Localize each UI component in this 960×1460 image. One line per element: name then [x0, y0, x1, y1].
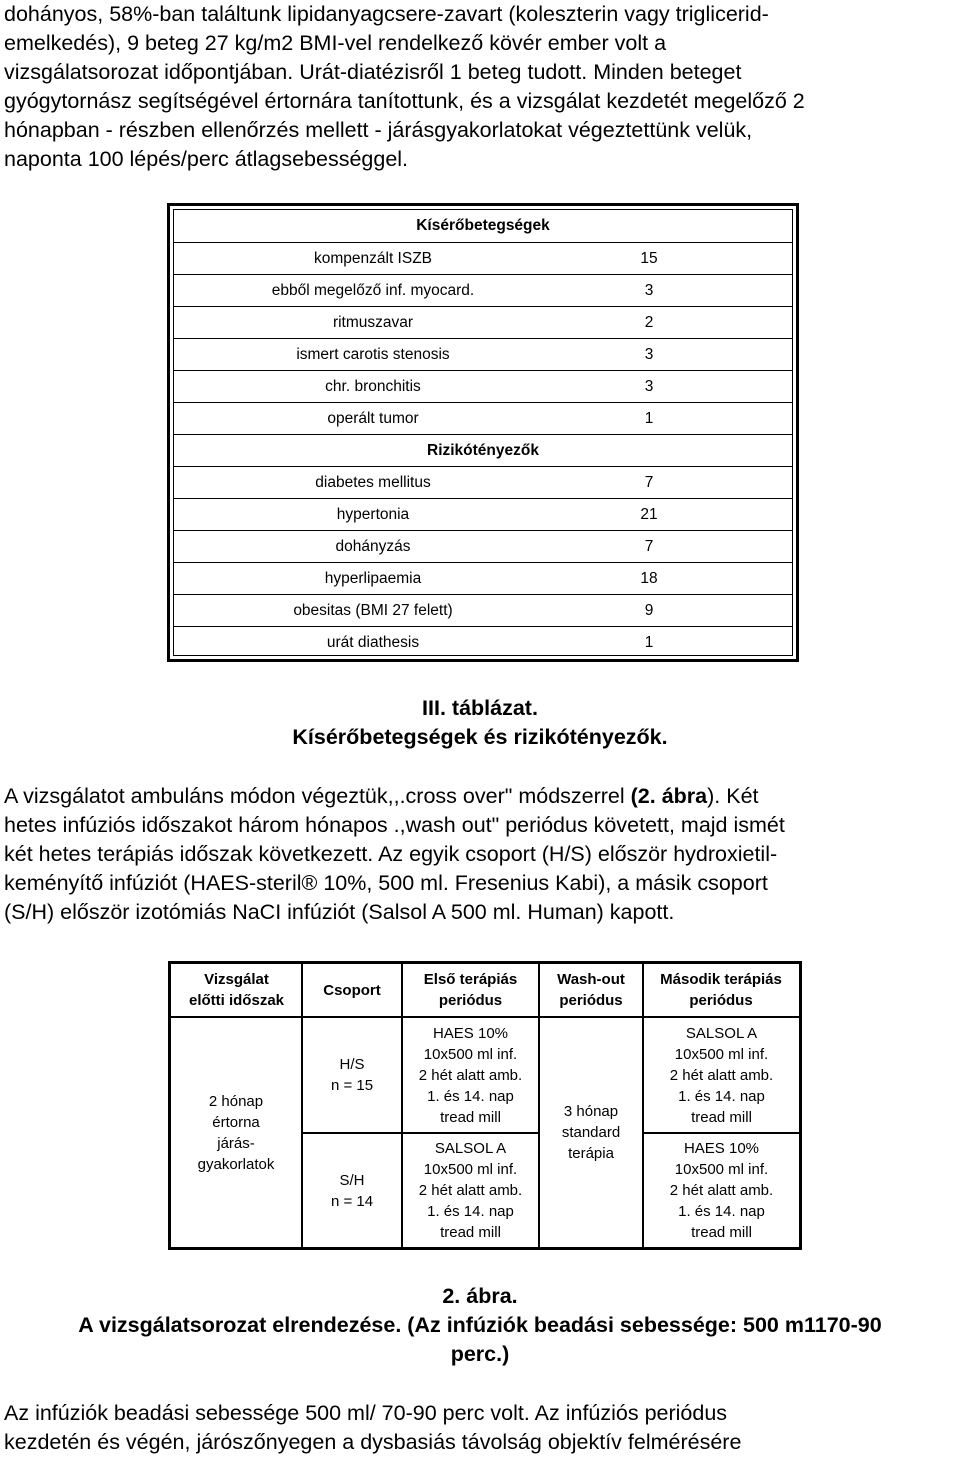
cell-text: 1. és 14. nap — [678, 1203, 765, 1220]
text-line — [4, 782, 956, 811]
header-first-period — [402, 964, 539, 1018]
row-label: operált tumor — [327, 410, 419, 427]
caption-number: III. táblázat. — [422, 696, 538, 720]
header-text: periódus — [438, 992, 503, 1009]
table-row — [174, 338, 792, 371]
row-label: ebből megelőző inf. myocard. — [271, 282, 475, 299]
table-caption — [0, 694, 960, 752]
row-value: 7 — [644, 538, 654, 555]
header-text: periódus — [689, 992, 753, 1009]
cell-text: 2 hét alatt amb. — [669, 1182, 774, 1199]
sh-second-period-cell — [644, 1134, 799, 1247]
table-row — [174, 274, 792, 307]
group-sh-cell — [303, 1134, 401, 1247]
header-text: előtti időszak — [188, 992, 285, 1009]
header-text: Első terápiás — [423, 971, 518, 988]
table-row — [174, 306, 792, 339]
header-text: Második terápiás — [660, 971, 782, 988]
table-row — [174, 626, 792, 659]
cell-text: SALSOL A — [685, 1024, 758, 1042]
row-value: 7 — [644, 474, 654, 491]
study-design-figure — [168, 961, 802, 1250]
header-washout — [539, 964, 643, 1018]
figure-reference: (2. ábra — [630, 784, 708, 808]
table-row — [174, 594, 792, 627]
text-line: (S/H) először izotómiás NaCI infúziót (Salsol A 500 ml. Human) kapott. — [4, 900, 675, 924]
methods-paragraph — [4, 782, 956, 927]
row-value: 9 — [644, 602, 654, 619]
row-value: 3 — [644, 346, 654, 363]
caption-number: 2. ábra. — [442, 1284, 518, 1308]
cell-text: tread mill — [440, 1108, 501, 1126]
header-pre-period — [171, 964, 302, 1018]
table-section-header-row — [174, 210, 792, 242]
table-row — [174, 370, 792, 403]
text-line: két hetes terápiás időszak következett. Az egyik csoport (H/S) először hydroxietil- — [4, 842, 778, 866]
cell-text: gyakorlatok — [197, 1155, 275, 1173]
cell-text: HAES 10% — [683, 1140, 760, 1157]
row-value: 1 — [644, 634, 654, 651]
text-line: vizsgálatsorozat időpontjában. Urát-diatézisről 1 beteg tudott. Minden beteget — [4, 60, 742, 84]
header-text: Wash-out — [557, 971, 625, 988]
cell-text: H/S — [339, 1056, 365, 1073]
row-label: hyperlipaemia — [324, 570, 422, 587]
header-second-period — [643, 964, 799, 1018]
text-line: kezdetén és végén, járószőnyegen a dysbasiás távolság objektív felmérésére — [4, 1430, 742, 1454]
row-label: obesitas (BMI 27 felett) — [293, 602, 453, 619]
table-row — [174, 562, 792, 595]
row-label: hypertonia — [336, 506, 410, 523]
row-label: ismert carotis stenosis — [296, 346, 450, 363]
cell-text: standard — [561, 1124, 621, 1141]
header-text: Vizsgálat — [204, 971, 269, 988]
cell-text: 10x500 ml inf. — [674, 1161, 769, 1178]
table-row — [174, 402, 792, 435]
text-line: hetes infúziós időszakot három hónapos .,wash out" periódus követett, majd ismét — [4, 813, 785, 837]
washout-cell — [540, 1018, 642, 1247]
text-line: naponta 100 lépés/perc átlagsebességgel. — [4, 147, 409, 171]
hs-first-period-cell — [403, 1018, 538, 1132]
row-value: 3 — [644, 378, 654, 395]
cell-text: 1. és 14. nap — [427, 1203, 514, 1220]
cell-text: tread mill — [691, 1224, 752, 1241]
row-value: 15 — [640, 250, 658, 267]
caption-title-cont: perc.) — [450, 1342, 510, 1366]
row-label: dohányzás — [335, 538, 411, 555]
table-row — [174, 466, 792, 499]
row-value: 21 — [640, 506, 658, 523]
row-value: 18 — [640, 570, 658, 587]
cell-text: 2 hét alatt amb. — [418, 1182, 523, 1199]
cell-text: terápia — [568, 1145, 614, 1162]
cell-text: 2 hét alatt amb. — [418, 1066, 523, 1084]
comorbidity-table — [167, 203, 799, 662]
intro-paragraph — [4, 0, 956, 174]
text-line: hónapban - részben ellenőrzés mellett - járásgyakorlatokat végeztettünk velük, — [4, 118, 753, 142]
cell-text: SALSOL A — [434, 1140, 507, 1157]
table-section-header-row — [174, 434, 792, 467]
row-value: 1 — [644, 410, 654, 427]
cell-text: n = 14 — [330, 1192, 374, 1210]
cell-text: járás- — [217, 1134, 255, 1152]
row-label: diabetes mellitus — [315, 474, 431, 491]
cell-text: tread mill — [691, 1108, 752, 1126]
header-text: Csoport — [323, 981, 381, 999]
caption-title: A vizsgálatsorozat elrendezése. (Az infúziók beadási sebessége: 500 m1170-90 — [78, 1313, 882, 1337]
text-span: ). Két — [707, 784, 759, 808]
cell-text: 10x500 ml inf. — [423, 1045, 518, 1063]
text-line: gyógytornász segítségével értornára tanítottunk, és a vizsgálat kezdetét megelőző 2 — [4, 89, 805, 113]
row-label: ritmuszavar — [332, 314, 414, 331]
cell-text: 2 hónap — [208, 1092, 264, 1110]
header-group — [302, 964, 402, 1018]
group-hs-cell — [303, 1018, 401, 1132]
sh-first-period-cell — [403, 1134, 538, 1247]
pre-period-cell — [171, 1018, 301, 1247]
section-header-risk-factors: Rizikótényezők — [427, 442, 539, 459]
cell-text: értorna — [212, 1113, 260, 1131]
cell-text: HAES 10% — [432, 1024, 509, 1042]
row-label: urát diathesis — [326, 634, 420, 651]
text-line: Az infúziók beadási sebessége 500 ml/ 70-90 perc volt. Az infúziós periódus — [4, 1401, 728, 1425]
row-value: 3 — [644, 282, 654, 299]
cell-text: 10x500 ml inf. — [674, 1045, 769, 1063]
row-value: 2 — [644, 314, 654, 331]
cell-text: 1. és 14. nap — [427, 1087, 514, 1105]
table-row — [174, 530, 792, 563]
table-row — [174, 242, 792, 275]
cell-text: 1. és 14. nap — [678, 1087, 765, 1105]
text-line: emelkedés), 9 beteg 27 kg/m2 BMI-vel rendelkező kövér ember volt a — [4, 31, 667, 55]
cell-text: 2 hét alatt amb. — [669, 1066, 774, 1084]
cell-text: S/H — [339, 1171, 365, 1189]
cell-text: 3 hónap — [563, 1103, 619, 1120]
cell-text: n = 15 — [330, 1077, 374, 1094]
section-header-comorbidities: Kísérőbetegségek — [416, 217, 550, 234]
table-inner-frame — [173, 209, 793, 656]
hs-second-period-cell — [644, 1018, 799, 1132]
table-row — [174, 498, 792, 531]
header-text: periódus — [559, 992, 623, 1009]
outro-paragraph — [4, 1399, 956, 1457]
cell-text: 10x500 ml inf. — [423, 1161, 518, 1178]
cell-text: tread mill — [440, 1224, 501, 1241]
row-label: chr. bronchitis — [325, 378, 421, 395]
row-label: kompenzált ISZB — [313, 250, 433, 267]
caption-title: Kísérőbetegségek és rizikótényezők. — [292, 725, 668, 749]
text-line: keményítő infúziót (HAES-steril® 10%, 500 ml. Fresenius Kabi), a másik csoport — [4, 871, 768, 895]
text-line: dohányos, 58%-ban találtunk lipidanyagcsere-zavart (koleszterin vagy triglicerid- — [4, 2, 769, 26]
text-span: A vizsgálatot ambuláns módon végeztük,,.cross over" módszerrel — [4, 784, 631, 808]
figure-caption — [0, 1282, 960, 1369]
